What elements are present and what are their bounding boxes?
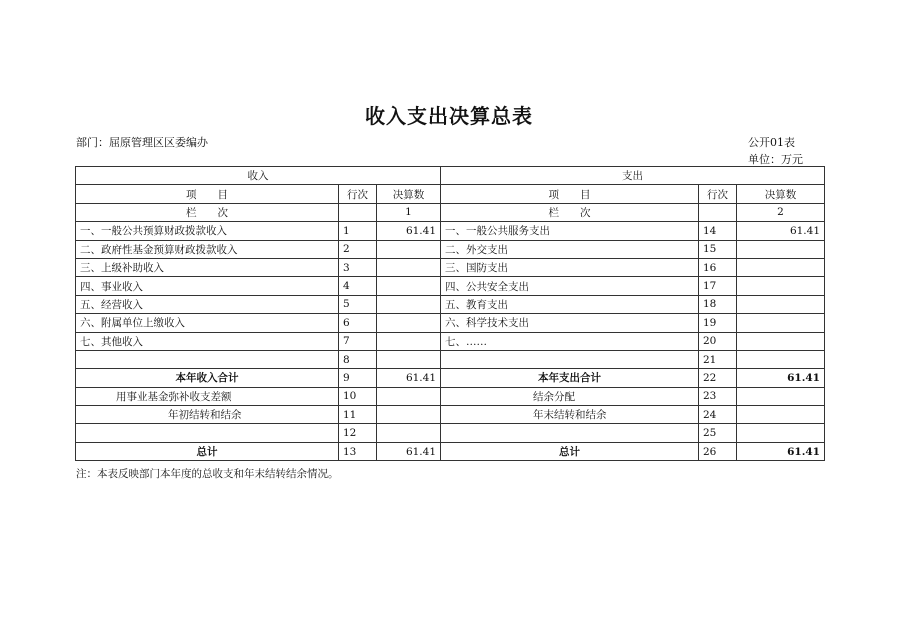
income-value	[377, 314, 441, 332]
expense-value	[737, 387, 825, 405]
expense-value: 61.41	[737, 222, 825, 240]
expense-value	[737, 240, 825, 258]
expense-grand-total-label: 总计	[441, 442, 699, 460]
form-code: 公开01表	[748, 136, 795, 149]
expense-row-no: 18	[699, 295, 737, 313]
income-year-total-label: 本年收入合计	[76, 369, 339, 387]
income-row-no: 8	[339, 350, 377, 368]
income-item: 用事业基金弥补收支差额	[76, 387, 339, 405]
income-row-no: 6	[339, 314, 377, 332]
income-year-total-value: 61.41	[377, 369, 441, 387]
expense-value	[737, 258, 825, 276]
income-row-no: 12	[339, 424, 377, 442]
expense-item: 五、教育支出	[441, 295, 699, 313]
expense-row-no: 23	[699, 387, 737, 405]
income-grand-total-no: 13	[339, 442, 377, 460]
income-lanci: 栏 次	[76, 203, 339, 221]
table-row	[76, 387, 825, 405]
expense-row-no: 19	[699, 314, 737, 332]
expense-item: 年末结转和结余	[441, 406, 699, 424]
expense-item: 二、外交支出	[441, 240, 699, 258]
data-rows	[76, 222, 825, 369]
income-item: 一、一般公共预算财政拨款收入	[76, 222, 339, 240]
income-item: 年初结转和结余	[76, 406, 339, 424]
expense-value	[737, 295, 825, 313]
expense-value	[737, 277, 825, 295]
income-rowno-header: 行次	[339, 185, 377, 203]
income-value	[377, 240, 441, 258]
income-value	[377, 350, 441, 368]
income-item: 六、附属单位上缴收入	[76, 314, 339, 332]
income-value	[377, 406, 441, 424]
expense-item	[441, 424, 699, 442]
income-value	[377, 424, 441, 442]
expense-item-header: 项 目	[441, 185, 699, 203]
page-title: 收入支出决算总表	[365, 104, 533, 128]
expense-item: 七、……	[441, 332, 699, 350]
expense-rowno-header: 行次	[699, 185, 737, 203]
income-item	[76, 424, 339, 442]
expense-lanci: 栏 次	[441, 203, 699, 221]
table-row	[76, 424, 825, 442]
income-item: 二、政府性基金预算财政拨款收入	[76, 240, 339, 258]
expense-row-no: 15	[699, 240, 737, 258]
expense-value	[737, 332, 825, 350]
expense-value	[737, 314, 825, 332]
income-row-no: 7	[339, 332, 377, 350]
income-amount-header: 决算数	[377, 185, 441, 203]
income-row-no: 4	[339, 277, 377, 295]
income-row-no: 10	[339, 387, 377, 405]
expense-item: 结余分配	[441, 387, 699, 405]
col-1-number: 1	[377, 203, 441, 221]
extra-rows	[76, 387, 825, 442]
expense-value	[737, 406, 825, 424]
expense-year-total-label: 本年支出合计	[441, 369, 699, 387]
income-item-header: 项 目	[76, 185, 339, 203]
expense-year-total-value: 61.41	[737, 369, 825, 387]
table-row	[76, 258, 825, 276]
expense-row-no: 24	[699, 406, 737, 424]
income-item: 四、事业收入	[76, 277, 339, 295]
expense-item: 一、一般公共服务支出	[441, 222, 699, 240]
footnote: 注：本表反映部门本年度的总收支和年末结转结余情况。	[76, 468, 339, 480]
expense-amount-header: 决算数	[737, 185, 825, 203]
budget-table	[75, 166, 825, 461]
income-header: 收入	[76, 167, 441, 185]
expense-row-no: 21	[699, 350, 737, 368]
unit-label: 单位：万元	[748, 153, 803, 166]
grand-total-row	[76, 442, 825, 460]
income-row-no: 3	[339, 258, 377, 276]
col-2-number: 2	[737, 203, 825, 221]
income-value	[377, 277, 441, 295]
column-number-row	[76, 203, 825, 221]
expense-row-no: 16	[699, 258, 737, 276]
year-total-row	[76, 369, 825, 387]
income-row-no: 1	[339, 222, 377, 240]
department-label: 部门：屈原管理区区委编办	[76, 136, 208, 149]
table-row	[76, 277, 825, 295]
income-value	[377, 258, 441, 276]
expense-item: 三、国防支出	[441, 258, 699, 276]
income-value	[377, 332, 441, 350]
income-item: 五、经营收入	[76, 295, 339, 313]
expense-row-no: 17	[699, 277, 737, 295]
expense-item: 四、公共安全支出	[441, 277, 699, 295]
income-year-total-no: 9	[339, 369, 377, 387]
expense-item	[441, 350, 699, 368]
column-header-row	[76, 185, 825, 203]
income-value: 61.41	[377, 222, 441, 240]
table-row	[76, 295, 825, 313]
expense-row-no: 20	[699, 332, 737, 350]
income-row-no: 11	[339, 406, 377, 424]
income-value	[377, 387, 441, 405]
expense-header: 支出	[441, 167, 825, 185]
income-row-no: 2	[339, 240, 377, 258]
expense-item: 六、科学技术支出	[441, 314, 699, 332]
income-item: 七、其他收入	[76, 332, 339, 350]
income-item	[76, 350, 339, 368]
income-item: 三、上级补助收入	[76, 258, 339, 276]
table-row	[76, 332, 825, 350]
income-value	[377, 295, 441, 313]
expense-value	[737, 424, 825, 442]
table-row	[76, 406, 825, 424]
expense-year-total-no: 22	[699, 369, 737, 387]
expense-row-no: 25	[699, 424, 737, 442]
income-grand-total-label: 总计	[76, 442, 339, 460]
expense-grand-total-value: 61.41	[737, 442, 825, 460]
table-row	[76, 222, 825, 240]
expense-value	[737, 350, 825, 368]
table-row	[76, 240, 825, 258]
section-header-row	[76, 167, 825, 185]
table-row	[76, 314, 825, 332]
income-row-no: 5	[339, 295, 377, 313]
expense-grand-total-no: 26	[699, 442, 737, 460]
income-grand-total-value: 61.41	[377, 442, 441, 460]
expense-row-no: 14	[699, 222, 737, 240]
table-row	[76, 350, 825, 368]
